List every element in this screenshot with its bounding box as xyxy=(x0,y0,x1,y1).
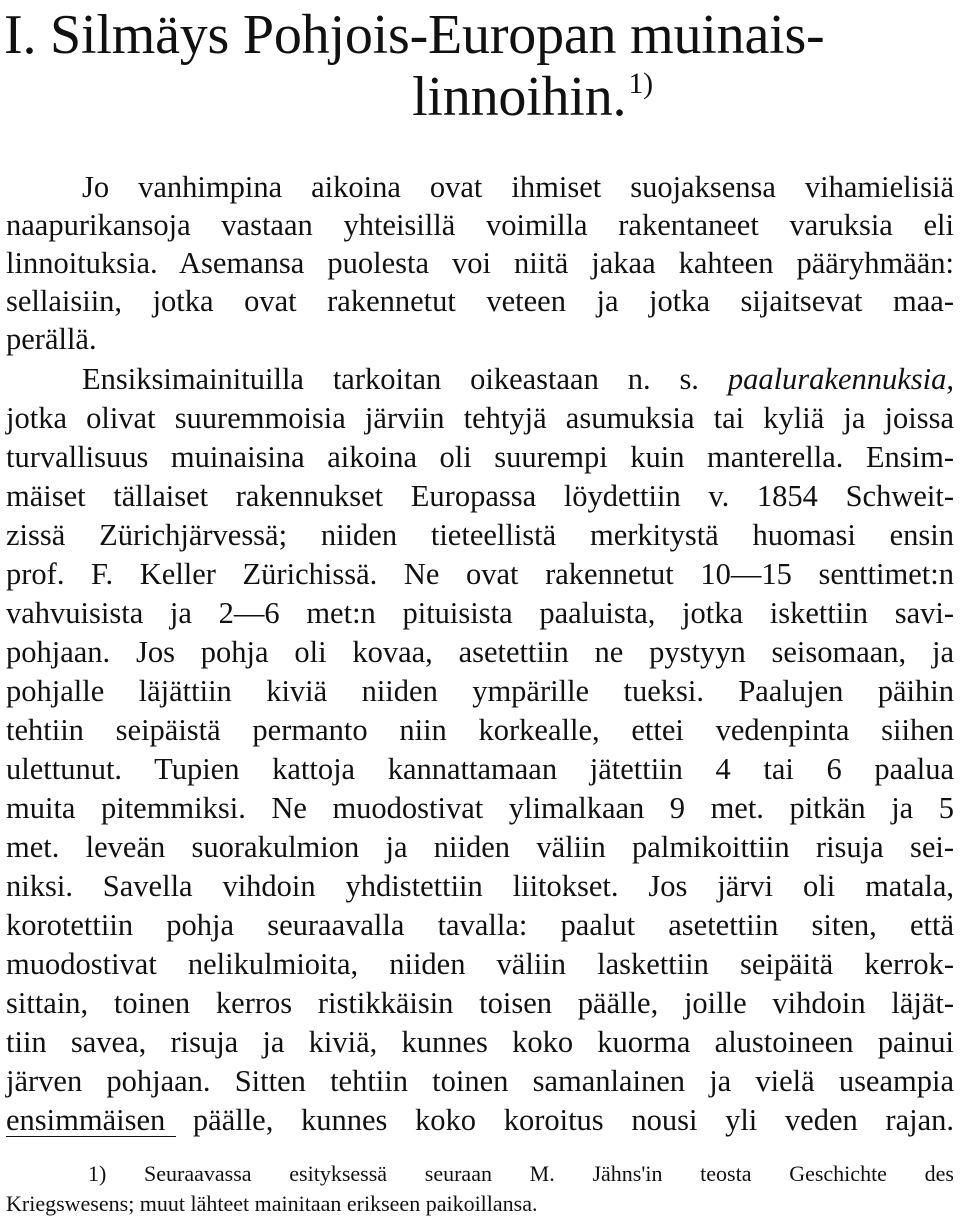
paragraph-2-line-11: ulettunut. Tupien kattoja kannattamaan jätettiin 4 tai 6 paalua xyxy=(6,752,954,786)
paragraph-2-line-3: turvallisuus muinaisina aikoina oli suurempi kuin manterella. Ensim- xyxy=(6,440,954,474)
paragraph-2-line-4: mäiset tällaiset rakennukset Europassa löydettiin v. 1854 Schweit- xyxy=(6,479,954,513)
paragraph-2-line-19: järven pohjaan. Sitten tehtiin toinen samanlainen ja vielä useampia xyxy=(6,1064,954,1098)
paragraph-1-line-4: sellaisiin, jotka ovat rakennetut veteen ja jotka sijaitsevat maa- xyxy=(6,284,954,318)
paragraph-2-line-2: jotka olivat suuremmoisia järviin tehtyjä asumuksia tai kyliä ja joissa xyxy=(6,401,954,435)
footnote-separator xyxy=(6,1136,176,1137)
paragraph-2-line-10: tehtiin seipäistä permanto niin korkealle, ettei vedenpinta siihen xyxy=(6,713,954,747)
paragraph-2-line-7: vahvuisista ja 2—6 met:n pituisista paaluista, jotka iskettiin savi- xyxy=(6,596,954,630)
footnote-line-2: Kriegswesens; muut lähteet mainitaan erikseen paikoillansa. xyxy=(6,1191,538,1216)
paragraph-2-line-6: prof. F. Keller Zürichissä. Ne ovat rakennetut 10—15 senttimet:n xyxy=(6,557,954,591)
paragraph-2-line-15: korotettiin pohja seuraavalla tavalla: paalut asetettiin siten, että xyxy=(6,908,954,942)
paragraph-2-line-9: pohjalle läjättiin kiviä niiden ympärille tueksi. Paalujen päihin xyxy=(6,674,954,708)
paragraph-1-line-2: naapurikansoja vastaan yhteisillä voimilla rakentaneet varuksia eli xyxy=(6,208,954,242)
footnote-line-1: 1) Seuraavassa esityksessä seuraan M. Jähns'in teosta Geschichte des xyxy=(88,1161,954,1186)
paragraph-2-line-18: tiin savea, risuja ja kiviä, kunnes koko kuorma alustoineen painui xyxy=(6,1025,954,1059)
chapter-title-line-1: I. Silmäys Pohjois-Europan muinais- xyxy=(4,4,825,66)
paragraph-2-line-12: muita pitemmiksi. Ne muodostivat ylimalkaan 9 met. pitkän ja 5 xyxy=(6,791,954,825)
footnote-reference: 1) xyxy=(628,67,653,100)
paragraph-2-line-1 xyxy=(82,360,954,398)
paragraph-2-line-8: pohjaan. Jos pohja oli kovaa, asetettiin ne pystyyn seisomaan, ja xyxy=(6,635,954,669)
italic-term: paalurakennuksia, xyxy=(727,362,954,396)
paragraph-2-line-16: muodostivat nelikulmioita, niiden väliin laskettiin seipäitä kerrok- xyxy=(6,947,954,981)
paragraph-2-line-14: niksi. Savella vihdoin yhdistettiin liitokset. Jos järvi oli matala, xyxy=(6,869,954,903)
paragraph-2-lead-text: Ensiksimainituilla tarkoitan oikeastaan n. s. xyxy=(82,362,699,396)
paragraph-1-line-3: linnoituksia. Asemansa puolesta voi niitä jakaa kahteen pääryhmään: xyxy=(6,246,954,280)
paragraph-2-line-13: met. leveän suorakulmion ja niiden väliin palmikoittiin risuja sei- xyxy=(6,830,954,864)
paragraph-1-line-5: perällä. xyxy=(6,322,97,356)
paragraph-2-line-5: zissä Zürichjärvessä; niiden tieteellistä merkitystä huomasi ensin xyxy=(6,518,954,552)
chapter-title-text: linnoihin. xyxy=(412,66,627,128)
paragraph-2-line-17: sittain, toinen kerros ristikkäisin toisen päälle, joille vihdoin läjät- xyxy=(6,986,954,1020)
paragraph-2-line-20: ensimmäisen päälle, kunnes koko koroitus nousi yli veden rajan. xyxy=(6,1103,954,1137)
chapter-title-line-2 xyxy=(4,62,956,141)
paragraph-1-line-1: Jo vanhimpina aikoina ovat ihmiset suojaksensa vihamielisiä xyxy=(82,170,954,204)
